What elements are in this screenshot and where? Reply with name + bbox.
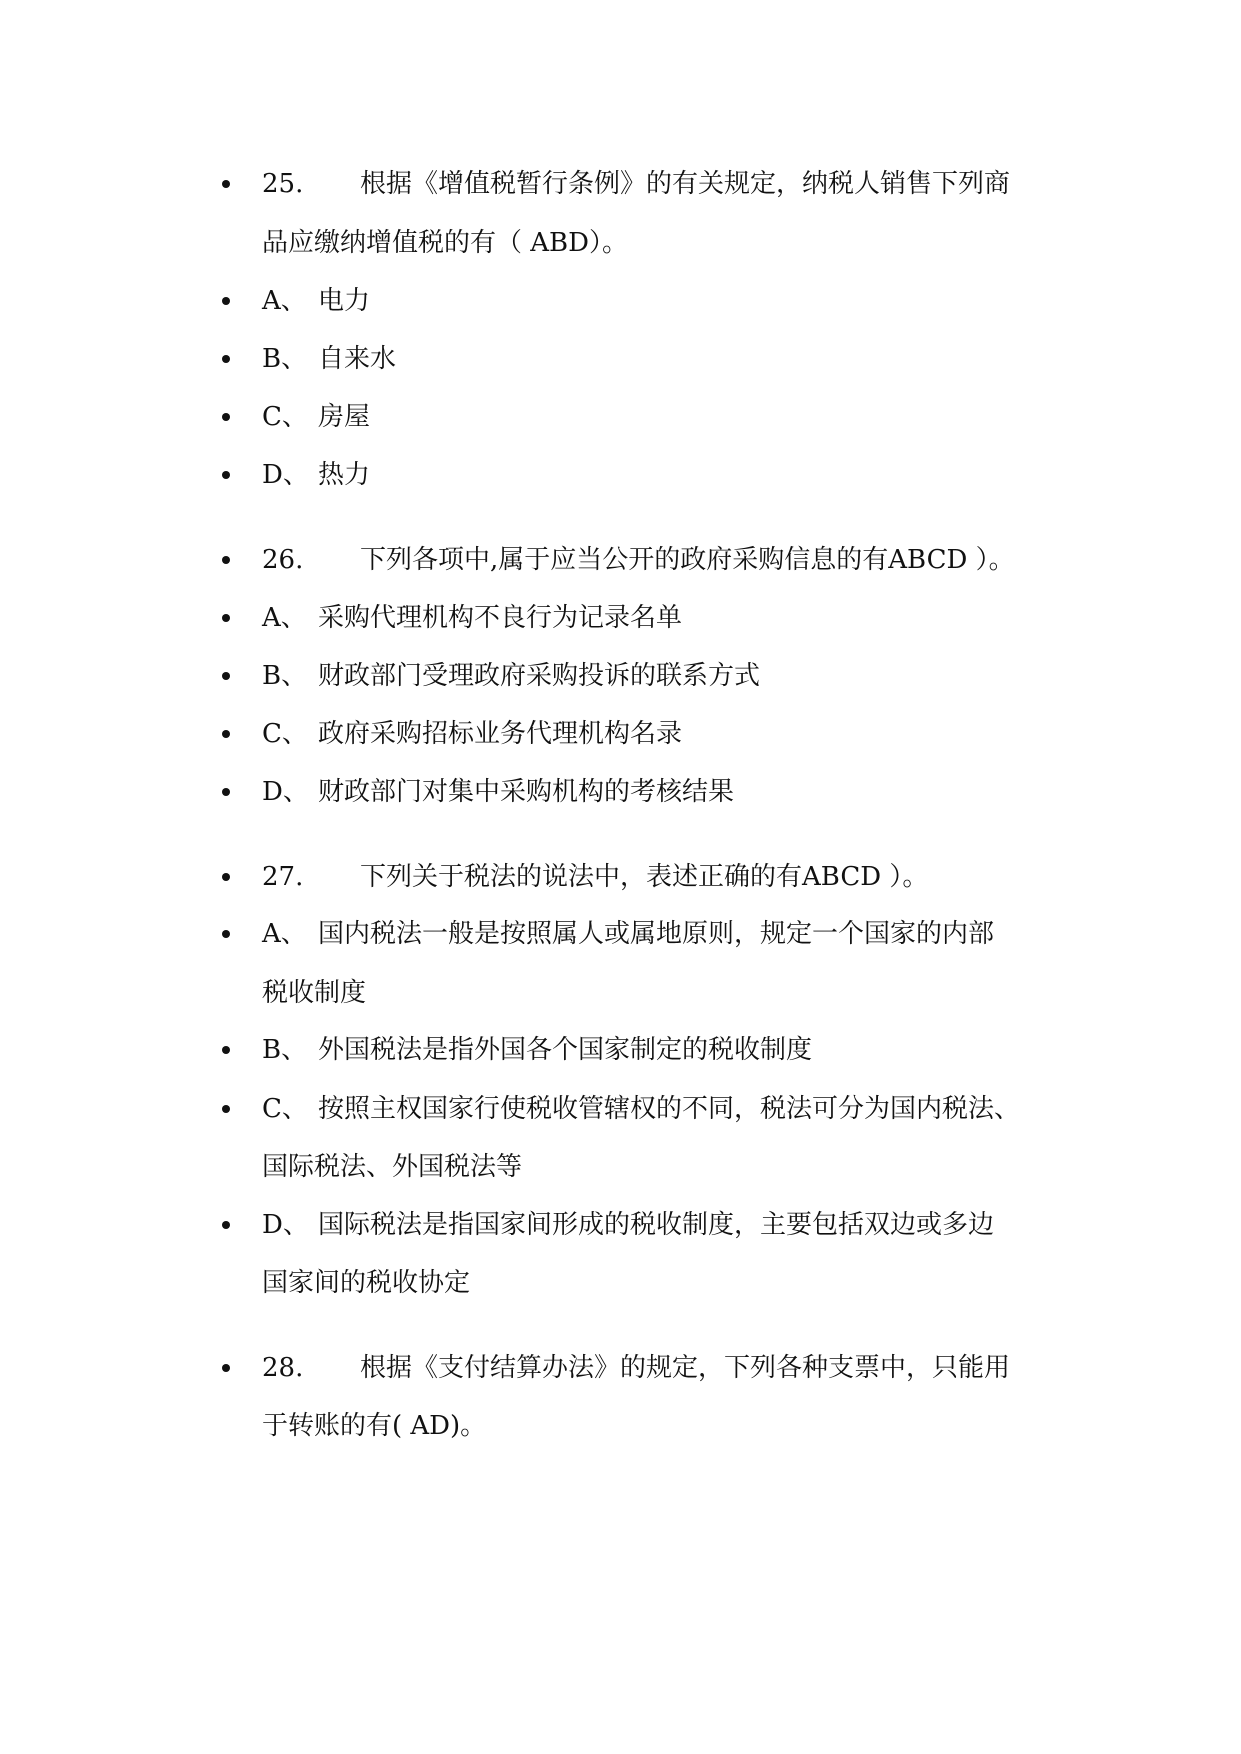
option-25-a: [0, 281, 1241, 321]
option-26-b: [0, 656, 1241, 696]
bullet-icon: [222, 873, 230, 881]
bullet-icon: [222, 1364, 230, 1372]
question-25: [0, 164, 1241, 204]
question-26: [0, 540, 1241, 580]
question-text-continued: 于转账的有( AD)。: [262, 1411, 487, 1441]
option-letter: B、: [262, 661, 308, 691]
option-26-d: [0, 772, 1241, 812]
option-text: 热力: [318, 460, 371, 490]
option-text: 电力: [318, 286, 371, 316]
option-letter: B、: [262, 1035, 308, 1065]
option-text: 房屋: [318, 402, 371, 432]
option-letter: C、: [262, 402, 308, 432]
option-letter: A、: [262, 286, 307, 316]
question-text: 下列各项中,属于应当公开的政府采购信息的有ABCD ）。: [360, 545, 1015, 575]
option-text: 外国税法是指外国各个国家制定的税收制度: [318, 1035, 813, 1065]
option-26-c: [0, 714, 1241, 754]
option-text: 政府采购招标业务代理机构名录: [318, 719, 683, 749]
option-27-d: [0, 1205, 1241, 1245]
option-letter: D、: [262, 1210, 309, 1240]
option-text: 财政部门对集中采购机构的考核结果: [318, 777, 735, 807]
question-number: 27.: [262, 862, 304, 892]
bullet-icon: [222, 355, 230, 363]
option-text-continued: 税收制度: [262, 978, 367, 1008]
bullet-icon: [222, 1221, 230, 1229]
bullet-icon: [222, 1105, 230, 1113]
question-number: 26.: [262, 545, 304, 575]
option-27-b: [0, 1030, 1241, 1070]
bullet-icon: [222, 180, 230, 188]
option-text: 采购代理机构不良行为记录名单: [318, 603, 683, 633]
option-27-d-continuation: [0, 1263, 1241, 1303]
option-text: 按照主权国家行使税收管辖权的不同，税法可分为国内税法、: [318, 1094, 1021, 1124]
question-text-continued: 品应缴纳增值税的有（ ABD）。: [262, 228, 628, 258]
bullet-icon: [222, 297, 230, 305]
option-letter: A、: [262, 603, 307, 633]
bullet-icon: [222, 1046, 230, 1054]
question-text: 下列关于税法的说法中，表述正确的有ABCD ）。: [360, 862, 929, 892]
option-27-a: [0, 914, 1241, 954]
option-27-c: [0, 1089, 1241, 1129]
option-text: 财政部门受理政府采购投诉的联系方式: [318, 661, 761, 691]
question-number: 25.: [262, 169, 304, 199]
question-27: [0, 857, 1241, 897]
bullet-icon: [222, 672, 230, 680]
option-text: 自来水: [318, 344, 397, 374]
option-text: 国际税法是指国家间形成的税收制度，主要包括双边或多边: [318, 1210, 995, 1240]
option-letter: B、: [262, 344, 308, 374]
option-text-continued: 国际税法、外国税法等: [262, 1152, 523, 1182]
bullet-icon: [222, 930, 230, 938]
bullet-icon: [222, 556, 230, 564]
option-letter: C、: [262, 1094, 308, 1124]
option-letter: D、: [262, 777, 309, 807]
bullet-icon: [222, 788, 230, 796]
option-27-a-continuation: [0, 973, 1241, 1013]
option-text: 国内税法一般是按照属人或属地原则，规定一个国家的内部: [318, 919, 995, 949]
question-text: 根据《增值税暂行条例》的有关规定，纳税人销售下列商: [360, 169, 1011, 199]
question-text: 根据《支付结算办法》的规定，下列各种支票中，只能用: [360, 1353, 1011, 1383]
option-25-d: [0, 455, 1241, 495]
option-27-c-continuation: [0, 1147, 1241, 1187]
option-25-b: [0, 339, 1241, 379]
option-letter: D、: [262, 460, 309, 490]
bullet-icon: [222, 471, 230, 479]
option-26-a: [0, 598, 1241, 638]
option-letter: A、: [262, 919, 307, 949]
option-25-c: [0, 397, 1241, 437]
bullet-icon: [222, 614, 230, 622]
question-28-continuation: [0, 1406, 1241, 1446]
bullet-icon: [222, 413, 230, 421]
option-letter: C、: [262, 719, 308, 749]
question-25-continuation: [0, 223, 1241, 263]
option-text-continued: 国家间的税收协定: [262, 1268, 471, 1298]
question-28: [0, 1348, 1241, 1388]
question-number: 28.: [262, 1353, 304, 1383]
bullet-icon: [222, 730, 230, 738]
